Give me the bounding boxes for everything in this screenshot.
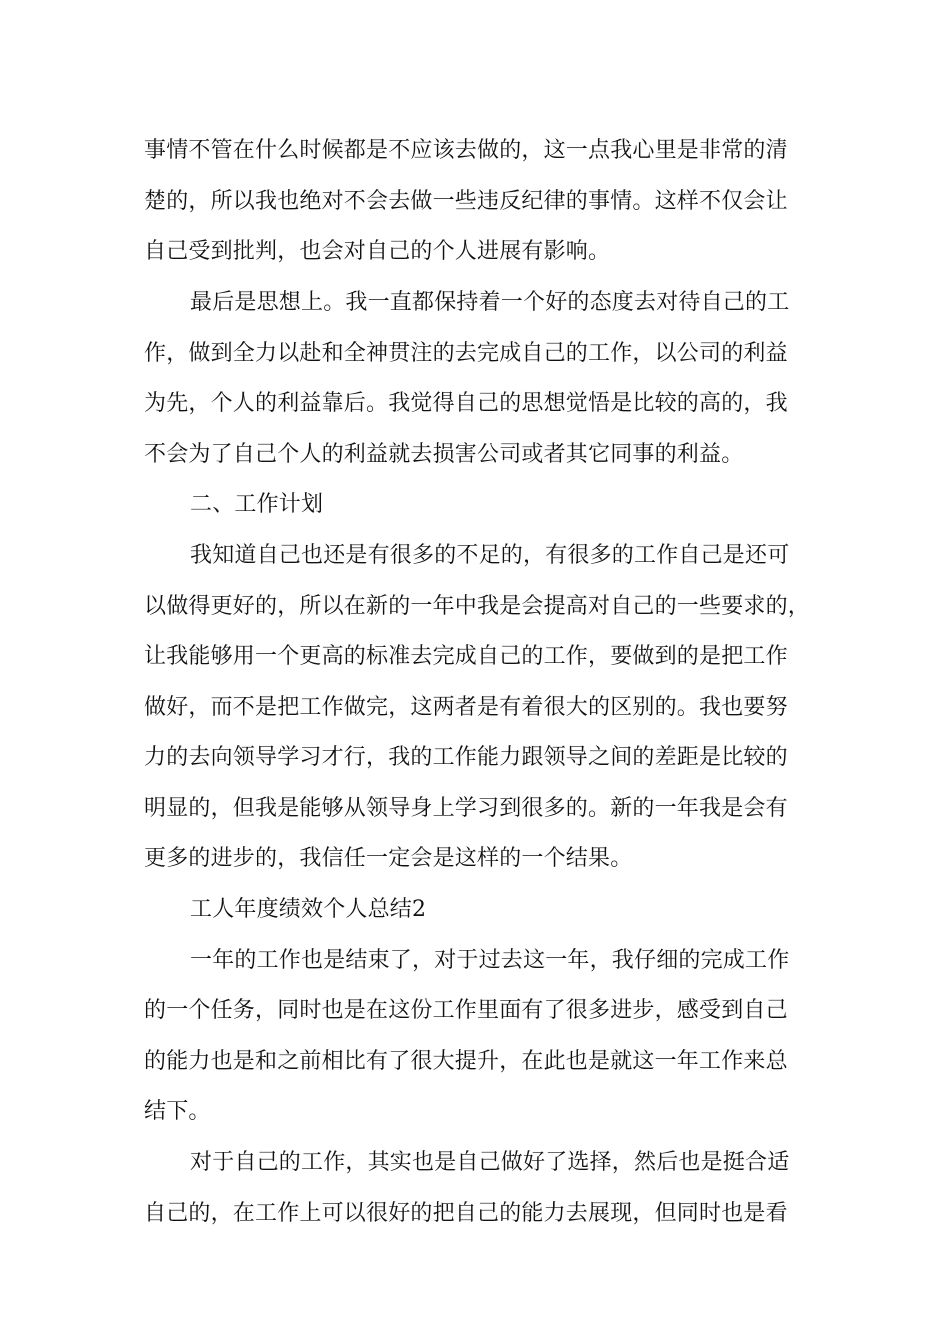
body-text-line: 让我能够用一个更高的标准去完成自己的工作，要做到的是把工作 — [144, 644, 788, 669]
body-text-line: 作，做到全力以赴和全神贯注的去完成自己的工作，以公司的利益 — [144, 341, 788, 366]
body-text-line: 结下。 — [144, 1099, 211, 1124]
body-text-line: 自己受到批判，也会对自己的个人进展有影响。 — [144, 239, 611, 264]
section-heading: 二、工作计划 — [190, 492, 324, 517]
body-text-line: 明显的，但我是能够从领导身上学习到很多的。新的一年我是会有 — [144, 796, 788, 821]
section-heading: 工人年度绩效个人总结2 — [190, 897, 427, 922]
body-text-line: 的一个任务，同时也是在这份工作里面有了很多进步，感受到自己 — [144, 998, 788, 1023]
body-text-line: 自己的，在工作上可以很好的把自己的能力去展现，但同时也是看 — [144, 1201, 788, 1226]
body-text-line: 的能力也是和之前相比有了很大提升，在此也是就这一年工作来总 — [144, 1049, 788, 1074]
paragraph-first-line: 我知道自己也还是有很多的不足的，有很多的工作自己是还可 — [190, 543, 790, 568]
paragraph-first-line: 最后是思想上。我一直都保持着一个好的态度去对待自己的工 — [190, 290, 790, 315]
body-text-line: 为先，个人的利益靠后。我觉得自己的思想觉悟是比较的高的，我 — [144, 391, 788, 416]
body-text-line: 做好，而不是把工作做完，这两者是有着很大的区别的。我也要努 — [144, 695, 788, 720]
body-text-line: 以做得更好的，所以在新的一年中我是会提高对自己的一些要求的， — [144, 594, 811, 619]
body-text-line: 力的去向领导学习才行，我的工作能力跟领导之间的差距是比较的 — [144, 745, 788, 770]
body-text-line: 事情不管在什么时候都是不应该去做的，这一点我心里是非常的清 — [144, 138, 788, 163]
body-text-line: 不会为了自己个人的利益就去损害公司或者其它同事的利益。 — [144, 442, 744, 467]
paragraph-first-line: 对于自己的工作，其实也是自己做好了选择，然后也是挺合适 — [190, 1150, 790, 1175]
paragraph-first-line: 一年的工作也是结束了，对于过去这一年，我仔细的完成工作 — [190, 948, 790, 973]
body-text-line: 楚的，所以我也绝对不会去做一些违反纪律的事情。这样不仅会让 — [144, 189, 788, 214]
body-text-line: 更多的进步的，我信任一定会是这样的一个结果。 — [144, 846, 633, 871]
